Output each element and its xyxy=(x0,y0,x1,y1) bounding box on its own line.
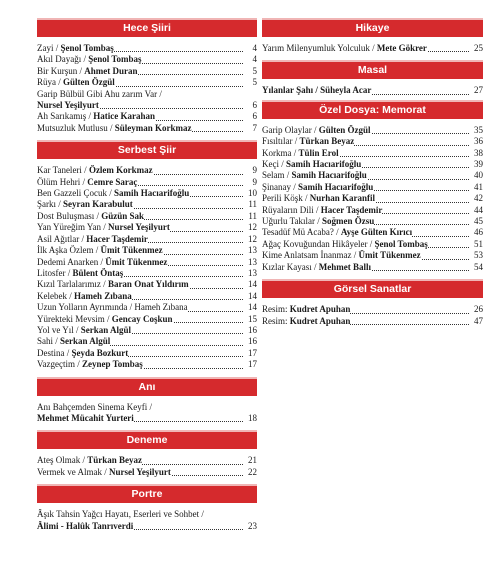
entry-page: 39 xyxy=(474,159,483,170)
entry-title: Tesadüf Mü Acaba? / xyxy=(262,227,341,238)
entry-title: Destina / xyxy=(37,347,72,358)
entry-page: 17 xyxy=(248,347,257,358)
entry-author: Türkan Beyaz xyxy=(299,136,355,147)
entry-author: Soğmen Özsu xyxy=(321,216,375,227)
entry-page: 51 xyxy=(474,238,483,249)
entry-title: Kelebek / xyxy=(37,290,74,301)
entry-title: Perili Köşk / xyxy=(262,193,310,204)
entry-title: Vazgeçtim / xyxy=(37,359,82,370)
entry-author: Serkan Algül xyxy=(80,324,132,335)
entry-title: Uzun Yolların Ayrımında / Hameh Zıbana xyxy=(37,302,188,313)
entry-page: 17 xyxy=(248,359,257,370)
toc-entry[interactable] xyxy=(262,182,483,193)
entry-author: Özlem Korkmaz xyxy=(88,165,153,176)
toc-entry[interactable] xyxy=(37,348,257,359)
entry-title: Şarkı / xyxy=(37,199,63,210)
entry-title: Yol ve Yıl / xyxy=(37,324,81,335)
section-header-masal: Masal xyxy=(262,60,483,79)
entry-title: Yarım Milenyumluk Yolculuk / xyxy=(262,43,377,53)
toc-entry[interactable] xyxy=(262,304,483,315)
toc-entry[interactable] xyxy=(37,222,257,233)
toc-entry[interactable] xyxy=(37,336,257,347)
entry-title: Şinanay / xyxy=(262,181,298,192)
toc-entry-title-line: Anı Bahçemden Sinema Keyfi / xyxy=(37,401,152,412)
entry-page: 47 xyxy=(474,315,483,326)
entry-title: İlk Aşka Özlem / xyxy=(37,245,101,256)
entry-author: Güzün Sak xyxy=(101,210,145,221)
entry-page: 13 xyxy=(248,256,257,267)
entry-author: Hacer Taşdemir xyxy=(86,233,148,244)
section-header-hikaye: Hikaye xyxy=(262,18,483,37)
toc-entry[interactable] xyxy=(262,216,483,227)
entry-page: 42 xyxy=(474,193,483,204)
entry-title: Fısıltılar / xyxy=(262,136,300,147)
section-header-hece: Hece Şiiri xyxy=(37,18,257,37)
entry-author: Samih Hacıarifoğlu xyxy=(286,159,362,170)
entry-author: Samih Hacıarifoğlu xyxy=(113,188,190,199)
section-deneme xyxy=(37,455,257,478)
toc-entry[interactable] xyxy=(262,125,483,136)
toc-entry[interactable] xyxy=(262,43,483,54)
toc-entry[interactable] xyxy=(262,239,483,250)
toc-entry[interactable] xyxy=(37,257,257,268)
entry-author: Şeyda Bozkurt xyxy=(71,347,129,358)
entry-author: Samih Hacıarifoğlu xyxy=(298,181,374,192)
entry-author: Nurhan Karanfil xyxy=(309,193,376,204)
toc-entry[interactable] xyxy=(37,165,257,176)
entry-title: Garip Olaylar / xyxy=(262,124,319,135)
entry-author: Gencay Coşkun xyxy=(111,313,173,324)
toc-entry[interactable] xyxy=(262,205,483,216)
entry-page: 10 xyxy=(248,188,257,199)
toc-entry[interactable] xyxy=(262,148,483,159)
entry-title: Keçi / xyxy=(262,159,286,170)
entry-author: Tülin Erol xyxy=(298,147,339,158)
toc-entry[interactable]: Bir Kurşun / Ahmet Duran 5 xyxy=(37,65,257,76)
entry-author: Mehmet Ballı xyxy=(318,261,371,272)
entry-title: Dost Buluşması / xyxy=(37,210,102,221)
section-hece xyxy=(37,43,257,134)
section-ani xyxy=(37,402,257,425)
entry-page: 12 xyxy=(248,222,257,233)
entry-title: Resim: xyxy=(262,315,290,326)
entry-title: Ölüm Hehri / xyxy=(37,176,88,187)
entry-author: Gülten Özgül xyxy=(318,124,371,135)
section-serbest xyxy=(37,165,257,370)
toc-entry[interactable] xyxy=(262,136,483,147)
entry-author: Serkan Algül xyxy=(60,336,111,347)
section-header-serbest: Serbest Şiir xyxy=(37,140,257,159)
entry-author: Zeynep Tombaş xyxy=(81,359,143,370)
entry-page: 54 xyxy=(474,261,483,272)
toc-entry[interactable] xyxy=(37,359,257,370)
toc-entry[interactable] xyxy=(37,314,257,325)
toc-entry[interactable] xyxy=(37,291,257,302)
entry-page: 16 xyxy=(248,336,257,347)
toc-entry-title-line: Garip Bülbül Gibi Ahu zarım Var / xyxy=(37,88,162,99)
toc-entry[interactable]: Ah Sarıkamış / Hatice Karahan 6 xyxy=(37,111,257,122)
toc-entry-title-line: Âşık Tahsin Yağcı Hayatı, Eserleri ve Sohbet / xyxy=(37,509,204,520)
entry-page: 27 xyxy=(474,85,483,96)
entry-title: Korkma / xyxy=(262,147,299,158)
entry-page: 11 xyxy=(248,210,257,221)
entry-page: 14 xyxy=(248,279,257,290)
section-portre xyxy=(37,509,257,532)
entry-author: Yılanlar Şahı / Süheyla Acar xyxy=(262,85,372,96)
entry-title: Dedemi Anarken / xyxy=(37,256,106,267)
right-column xyxy=(262,18,483,327)
section-header-ozel-dosya: Özel Dosya: Memorat xyxy=(262,100,483,119)
toc-entry[interactable] xyxy=(37,211,257,222)
entry-author: Mete Gökrer xyxy=(376,43,427,53)
toc-entry[interactable] xyxy=(37,234,257,245)
entry-page: 16 xyxy=(248,324,257,335)
entry-page: 9 xyxy=(252,165,257,176)
toc-entry[interactable] xyxy=(262,85,483,96)
entry-title: Ağaç Kovuğundan Hikâyeler / xyxy=(262,238,375,249)
toc-entry[interactable]: Âlimi - Halûk Tanrıverdi 23 xyxy=(37,520,257,531)
entry-author: Ümit Tükenmez xyxy=(100,245,163,256)
left-column xyxy=(37,18,257,532)
entry-page: 46 xyxy=(474,227,483,238)
entry-page: 26 xyxy=(474,304,483,315)
entry-author: Kudret Apuhan xyxy=(289,315,351,326)
entry-page: 13 xyxy=(248,245,257,256)
entry-title: Resim: xyxy=(262,304,290,315)
toc-entry[interactable]: Nursel Yeşilyurt 6 xyxy=(37,100,257,111)
entry-title: Kızıl Tarlalarımız / xyxy=(37,279,108,290)
entry-page: 36 xyxy=(474,136,483,147)
entry-title: Kime Anlatsam İnanmaz / xyxy=(262,250,359,261)
toc-entry[interactable] xyxy=(37,199,257,210)
toc-entry[interactable] xyxy=(262,316,483,327)
entry-title: Yürekteki Mevsim / xyxy=(37,313,112,324)
toc-entry[interactable]: Vermek ve Almak / Nursel Yeşilyurt 22 xyxy=(37,466,257,477)
entry-author: Seyran Karabulut xyxy=(63,199,133,210)
section-hikaye xyxy=(262,43,483,54)
entry-author: Ayşe Gülten Kırıcı xyxy=(340,227,413,238)
entry-title: Yan Yüreğim Yan / xyxy=(37,222,109,233)
toc-entry[interactable] xyxy=(262,262,483,273)
section-gorsel xyxy=(262,304,483,327)
entry-author: Samih Hacıarifoğlu xyxy=(291,170,367,181)
toc-entry[interactable]: Mutsuzluk Mutlusu / Süleyman Korkmaz 7 xyxy=(37,122,257,133)
entry-title: Rüyaların Dili / xyxy=(262,204,321,215)
entry-title: Selam / xyxy=(262,170,292,181)
entry-title: Sahi / xyxy=(37,336,61,347)
entry-page: 25 xyxy=(474,43,483,53)
section-header-portre: Portre xyxy=(37,484,257,503)
entry-title: Ben Gazzeli Çocuk / xyxy=(37,188,114,199)
section-header-ani: Anı xyxy=(37,377,257,396)
entry-author: Nursel Yeşilyurt xyxy=(108,222,170,233)
toc-entry[interactable] xyxy=(37,188,257,199)
toc-entry[interactable] xyxy=(37,177,257,188)
entry-author: Kudret Apuhan xyxy=(289,304,351,315)
entry-page: 15 xyxy=(248,313,257,324)
entry-page: 44 xyxy=(474,204,483,215)
entry-author: Ümit Tükenmez xyxy=(358,250,421,261)
toc-entry[interactable] xyxy=(37,245,257,256)
toc-entry[interactable]: Ateş Olmak / Türkan Beyaz 21 xyxy=(37,455,257,466)
toc-entry[interactable] xyxy=(37,268,257,279)
entry-page: 45 xyxy=(474,216,483,227)
entry-page: 35 xyxy=(474,124,483,135)
toc-entry[interactable] xyxy=(262,170,483,181)
entry-page: 14 xyxy=(248,290,257,301)
entry-title: Uğurlu Takılar / xyxy=(262,216,322,227)
section-masal xyxy=(262,85,483,96)
entry-author: Bülent Öntaş xyxy=(72,267,124,278)
section-header-deneme: Deneme xyxy=(37,430,257,449)
toc-entry[interactable]: Akıl Dayağı / Şenol Tombaş 4 xyxy=(37,54,257,65)
entry-page: 53 xyxy=(474,250,483,261)
entry-title: Litosfer / xyxy=(37,267,73,278)
toc-entry[interactable] xyxy=(37,279,257,290)
entry-page: 41 xyxy=(474,181,483,192)
toc-entry[interactable]: Rüya / Gülten Özgül 5 xyxy=(37,77,257,88)
entry-title: Kar Taneleri / xyxy=(37,165,89,176)
entry-page: 9 xyxy=(252,176,257,187)
section-header-gorsel: Görsel Sanatlar xyxy=(262,279,483,298)
entry-author: Hameh Zıbana xyxy=(73,290,132,301)
entry-page: 13 xyxy=(248,267,257,278)
entry-page: 12 xyxy=(248,233,257,244)
entry-page: 38 xyxy=(474,147,483,158)
entry-title: Kızlar Kayası / xyxy=(262,261,319,272)
toc-entry[interactable] xyxy=(262,193,483,204)
toc-entry[interactable] xyxy=(37,302,257,313)
entry-author: Hacer Taşdemir xyxy=(320,204,383,215)
entry-page: 40 xyxy=(474,170,483,181)
toc-entry[interactable] xyxy=(262,227,483,238)
section-ozel-dosya xyxy=(262,125,483,273)
entry-author: Cemre Saraç xyxy=(87,176,138,187)
entry-title: Asil Ağıtlar / xyxy=(37,233,87,244)
entry-author: Ümit Tükenmez xyxy=(105,256,168,267)
entry-author: Şenol Tombaş xyxy=(374,238,428,249)
toc-entry[interactable] xyxy=(37,325,257,336)
toc-entry[interactable] xyxy=(262,159,483,170)
toc-entry[interactable]: Mehmet Mücahit Yurteri 18 xyxy=(37,412,257,423)
toc-entry[interactable] xyxy=(262,250,483,261)
entry-page: 14 xyxy=(248,302,257,313)
entry-author: Baran Onat Yıldırım xyxy=(107,279,189,290)
toc-entry[interactable]: Zayi / Şenol Tombaş 4 xyxy=(37,43,257,53)
entry-page: 11 xyxy=(248,199,257,210)
